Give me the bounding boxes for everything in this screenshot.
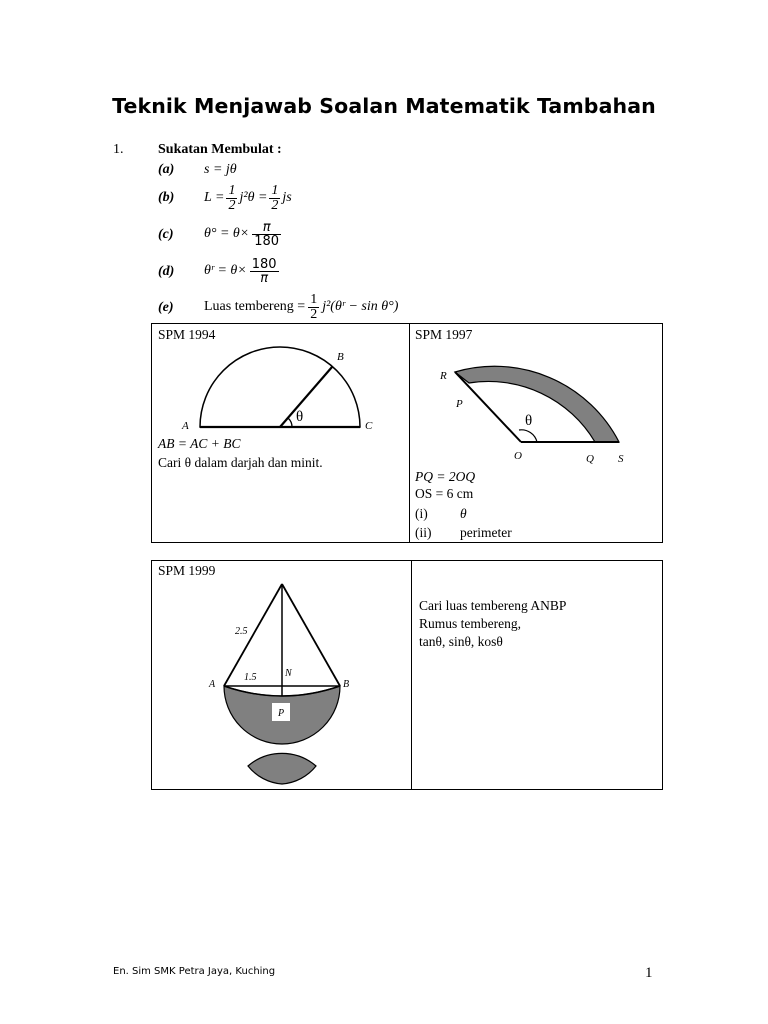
formula-d-num: 180 (251, 256, 277, 272)
spm1994-heading: SPM 1994 (158, 327, 216, 342)
spm1997-given-1: PQ = 2OQ (415, 469, 476, 484)
spm1997-item-2-text: perimeter (460, 525, 512, 540)
label-theta: θ (525, 413, 533, 429)
formula-e-label: (e) (158, 300, 174, 315)
label-theta: θ (296, 409, 304, 425)
formula-e-den: 2 (310, 306, 318, 322)
side-left (224, 584, 282, 686)
spm1999-trig: tanθ, sinθ, kosθ (419, 634, 503, 649)
label-half-length: 1.5 (244, 672, 257, 683)
footer-author: En. Sim SMK Petra Jaya, Kuching (113, 966, 276, 977)
shaded-band (455, 366, 619, 442)
spm1999-hint: Rumus tembereng, (419, 616, 521, 631)
formula-d-label: (d) (158, 264, 175, 279)
spm1999-question: Cari luas tembereng ANBP (419, 598, 567, 613)
label-r: R (440, 370, 447, 382)
spm1994-semicircle-figure (175, 340, 395, 440)
section-heading: Sukatan Membulat : (158, 142, 282, 157)
spm1997-item-1-text: θ (460, 506, 467, 521)
label-p: P (278, 708, 285, 719)
formula-a: s = jθ (204, 162, 237, 177)
label-a: A (182, 420, 189, 432)
table-1-divider (409, 323, 410, 543)
angle-arc (288, 418, 292, 427)
spm1997-item-2-label: (ii) (415, 525, 432, 540)
formula-b-num2: 1 (271, 182, 279, 198)
formula-b-den1: 2 (228, 197, 236, 213)
page-title: Teknik Menjawab Soalan Matematik Tambahan (112, 94, 656, 118)
radius-line-b (280, 367, 332, 427)
label-p: P (456, 398, 463, 410)
spm1997-given-2: OS = 6 cm (415, 486, 474, 501)
label-b: B (343, 679, 350, 690)
formula-b-den2: 2 (271, 197, 279, 213)
formula-d-lhs: θʳ = θ× (204, 263, 247, 278)
spm1997-sector-figure (425, 345, 655, 470)
spm1999-heading: SPM 1999 (158, 563, 216, 578)
page-number: 1 (645, 965, 653, 981)
formula-c-fraction (252, 221, 281, 248)
formula-e (204, 288, 398, 326)
formula-b-fraction1 (226, 184, 237, 213)
spm1997-item-1-label: (i) (415, 506, 428, 521)
section-number: 1. (113, 142, 124, 157)
formula-c-den: 180 (254, 233, 280, 249)
formula-e-num: 1 (310, 291, 318, 307)
spm1994-given: AB = AC + BC (158, 436, 241, 451)
formula-e-fraction (308, 293, 319, 322)
formula-b-end: js (282, 190, 292, 205)
formula-b-label: (b) (158, 190, 175, 205)
table-2-divider (411, 560, 412, 790)
formula-d-den: π (260, 270, 269, 286)
formula-a-label: (a) (158, 162, 175, 177)
spm1999-figure (200, 578, 360, 788)
label-side-length: 2.5 (235, 626, 248, 637)
semicircle-outline (200, 347, 360, 427)
spm1994-question: Cari θ dalam darjah dan minit. (158, 455, 323, 470)
formula-d-fraction (250, 258, 279, 285)
formula-c-lhs: θ° = θ× (204, 226, 250, 241)
formula-b-mid: j²θ = (239, 190, 268, 205)
formula-b-num1: 1 (228, 182, 236, 198)
formula-c-label: (c) (158, 227, 174, 242)
formula-d (204, 252, 279, 290)
formula-e-rhs: j²(θʳ − sin θ°) (322, 299, 399, 314)
label-q: Q (586, 453, 594, 465)
label-o: O (514, 450, 522, 462)
label-b: B (337, 351, 344, 363)
angle-arc (519, 430, 537, 442)
shaded-fish-tail (248, 753, 316, 784)
label-n: N (285, 668, 292, 679)
label-c: C (365, 420, 373, 432)
label-a: A (209, 679, 216, 690)
spm1997-heading: SPM 1997 (415, 327, 473, 342)
formula-b-lhs: L = (204, 190, 225, 205)
formula-c (204, 215, 281, 253)
formula-b-fraction2 (269, 184, 280, 213)
formula-c-num: π (252, 221, 281, 235)
formula-e-lhs: Luas tembereng = (204, 299, 306, 314)
label-s: S (618, 453, 624, 465)
formula-b (204, 180, 292, 216)
